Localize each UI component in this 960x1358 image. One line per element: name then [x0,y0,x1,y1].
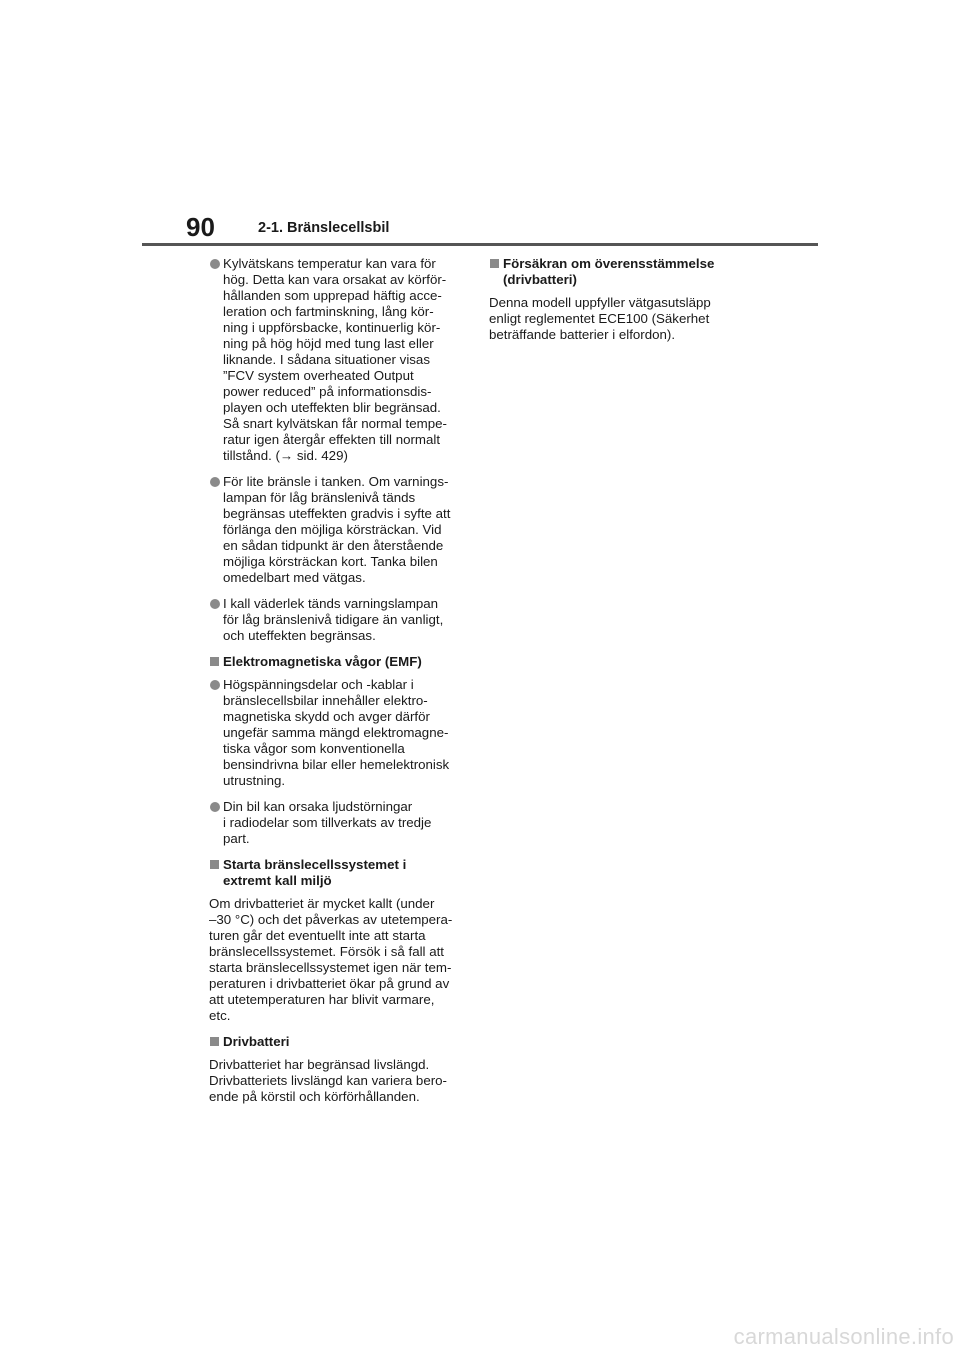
subsection-heading [209,654,471,670]
text-line: Din bil kan orsaka ljudstörningar [223,799,413,814]
text-line: ”FCV system overheated Output [223,368,414,383]
paragraph [209,1057,471,1105]
text-line: leration och fartminskning, lång kör- [223,304,434,319]
text-line: playen och uteffekten blir begränsad. [223,400,441,415]
text-line: starta bränslecellssystemet igen när tem- [209,960,452,975]
header-divider [142,243,818,246]
text-line: etc. [209,1008,231,1023]
text-line: bränslecellsbilar innehåller elektro- [223,693,428,708]
text-line: magnetiska skydd och avger därför [223,709,430,724]
text-line: ungefär samma mängd elektromagne- [223,725,449,740]
text-line: att utetemperaturen har blivit varmare, [209,992,435,1007]
text-line: tillstånd. (→ sid. 429) [223,448,348,463]
bullet-item [209,799,471,847]
text-line: lampan för låg bränslenivå tänds [223,490,416,505]
text-line: Elektromagnetiska vågor (EMF) [223,654,422,669]
heading-square-icon [490,259,499,268]
bullet-item [209,596,471,644]
text-line: Drivbatteriets livslängd kan variera bero- [209,1073,447,1088]
heading-square-icon [210,657,219,666]
text-line: hållanden som upprepad häftig acce- [223,288,442,303]
text-line: omedelbart med vätgas. [223,570,366,585]
text-line: och uteffekten begränsas. [223,628,376,643]
bullet-item [209,474,471,586]
subsection-heading [209,857,471,889]
text-line: ning på hög höjd med tung last eller [223,336,434,351]
subsection-heading [489,256,751,288]
paragraph [489,295,751,343]
text-line: bränslecellssystemet. Försök i så fall att [209,944,444,959]
text-line: Om drivbatteriet är mycket kallt (under [209,896,435,911]
text-line: i radiodelar som tillverkats av tredje [223,815,432,830]
text-line: möjliga körsträckan kort. Tanka bilen [223,554,438,569]
text-line: part. [223,831,250,846]
text-line: begränsas uteffekten gradvis i syfte att [223,506,451,521]
text-line: för låg bränslenivå tidigare än vanligt, [223,612,444,627]
paragraph [209,896,471,1024]
text-line: förlänga den möjliga körsträckan. Vid [223,522,442,537]
text-line: –30 °C) och det påverkas av utetempera- [209,912,453,927]
bullet-circle-icon [210,477,220,487]
text-line: Drivbatteri [223,1034,290,1049]
text-line: Denna modell uppfyller vätgasutsläpp [489,295,711,310]
text-line: tiska vågor som konventionella [223,741,405,756]
bullet-circle-icon [210,259,220,269]
text-line: ende på körstil och körförhållanden. [209,1089,420,1104]
text-line: Högspänningsdelar och -kablar i [223,677,414,692]
text-line: ratur igen återgår effekten till normalt [223,432,441,447]
text-line: en sådan tidpunkt är den återstående [223,538,444,553]
text-line: För lite bränsle i tanken. Om varnings- [223,474,449,489]
text-line: Starta bränslecellssystemet i [223,857,407,872]
text-line: Kylvätskans temperatur kan vara för [223,256,436,271]
text-line: liknande. I sådana situationer visas [223,352,430,367]
bullet-item [209,677,471,789]
text-line: turen går det eventuellt inte att starta [209,928,426,943]
text-line: Drivbatteriet har begränsad livslängd. [209,1057,430,1072]
bullet-circle-icon [210,680,220,690]
section-title: 2-1. Bränslecellsbil [258,220,390,236]
subsection-heading [209,1034,471,1050]
text-line: utrustning. [223,773,286,788]
text-line: Försäkran om överensstämmelse [503,256,715,271]
heading-square-icon [210,1037,219,1046]
text-line: extremt kall miljö [223,873,332,888]
text-line: hög. Detta kan vara orsakat av körför- [223,272,447,287]
bullet-circle-icon [210,599,220,609]
text-line: enligt reglementet ECE100 (Säkerhet [489,311,710,326]
bullet-circle-icon [210,802,220,812]
text-line: (drivbatteri) [503,272,577,287]
right-text-column [489,256,751,353]
text-line: beträffande batterier i elfordon). [489,327,676,342]
text-line: I kall väderlek tänds varningslampan [223,596,439,611]
text-line: ning i uppförsbacke, kontinuerlig kör- [223,320,441,335]
left-text-column [209,256,471,1115]
text-line: Så snart kylvätskan får normal tempe- [223,416,447,431]
text-line: peraturen i drivbatteriet ökar på grund av [209,976,450,991]
bullet-item [209,256,471,464]
text-line: power reduced” på informationsdis- [223,384,432,399]
page-number: 90 [186,212,215,242]
watermark: carmanualsonline.info [733,1324,954,1349]
text-line: bensindrivna bilar eller hemelektronisk [223,757,450,772]
heading-square-icon [210,860,219,869]
